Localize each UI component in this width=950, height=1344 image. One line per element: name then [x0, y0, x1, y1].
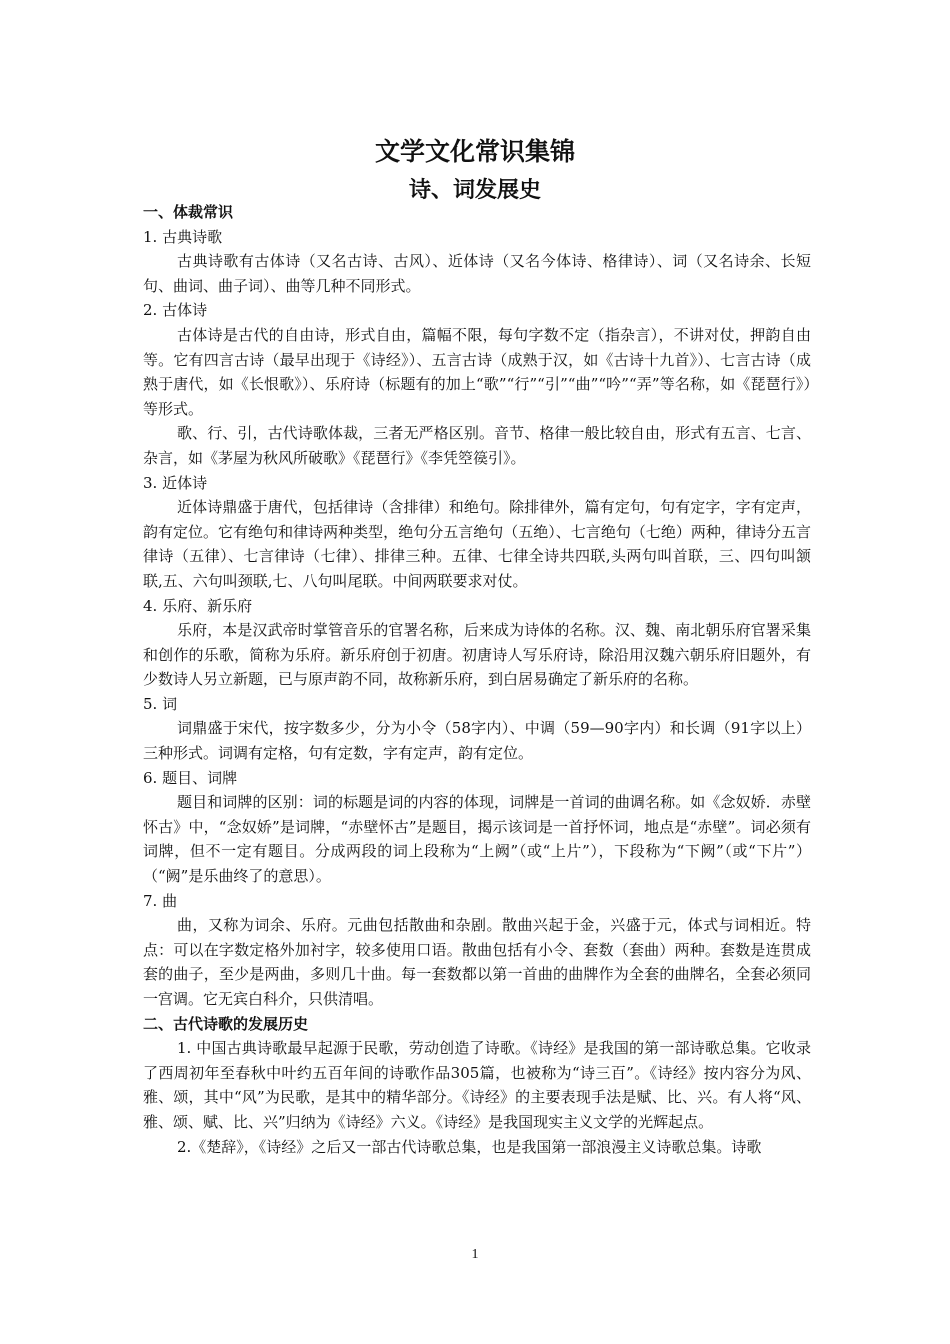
paragraph-modern-style: 近体诗鼎盛于唐代，包括律诗（含排律）和绝句。除排律外，篇有定句，句有定字，字有定声，韵有定位。它有绝句和律诗两种类型，绝句分五言绝句（五绝）、七言绝句（七绝）两种，律诗分五言律诗（五律）、七言律诗（七律）、排律三种。五律、七律全诗共四联,头两句叫首联，三、四句叫颔联,五、六句叫颈联,七、八句叫尾联。中间两联要求对仗。: [143, 498, 811, 590]
document-title: 文学文化常识集锦: [374, 137, 575, 166]
item-heading-title-cipai: 6. 题目、词牌: [143, 768, 238, 787]
paragraph-title-cipai: 题目和词牌的区别：词的标题是词的内容的体现，词牌是一首词的曲调名称。如《念奴娇．赤壁怀古》中，“念奴娇”是词牌，“赤壁怀古”是题目，揭示该词是一首抒怀词，地点是“赤壁”。词必须有词牌，但不一定有题目。分成两段的词上段称为“上阙”（或“上片”），下段称为“下阙”（或“下片”）（“阙”是乐曲终了的意思）。: [143, 793, 811, 886]
document-subtitle: 诗、词发展史: [408, 178, 541, 203]
page-number: 1: [471, 1247, 479, 1262]
item-heading-ancient-style: 2. 古体诗: [143, 301, 208, 320]
paragraph-classical-poetry: 古典诗歌有古体诗（又名古诗、古风）、近体诗（又名今体诗、格律诗）、词（又名诗余、长短句、曲词、曲子词）、曲等几种不同形式。: [143, 252, 811, 295]
item-heading-modern-style: 3. 近体诗: [143, 473, 208, 492]
item-heading-ci: 5. 词: [143, 694, 178, 713]
item-heading-yuefu: 4. 乐府、新乐府: [143, 596, 253, 615]
paragraph-yuefu: 乐府，本是汉武帝时掌管音乐的官署名称，后来成为诗体的名称。汉、魏、南北朝乐府官署采集和创作的乐歌，简称为乐府。新乐府创于初唐。初唐诗人写乐府诗，除沿用汉魏六朝乐府旧题外，有少数诗人另立新题，已与原声韵不同，故称新乐府，到白居易确定了新乐府的名称。: [143, 621, 811, 689]
item-heading-classical-poetry: 1. 古典诗歌: [143, 227, 223, 246]
paragraph-ge-xing-yin: 歌、行、引，古代诗歌体裁，三者无严格区别。音节、格律一般比较自由，形式有五言、七言、杂言，如《茅屋为秋风所破歌》《琵琶行》《李凭箜篌引》。: [143, 424, 811, 467]
paragraph-ci: 词鼎盛于宋代，按字数多少，分为小令（58字内）、中调（59—90字内）和长调（91字以上）三种形式。词调有定格，句有定数，字有定声，韵有定位。: [143, 719, 811, 763]
item-heading-qu: 7. 曲: [143, 891, 178, 910]
paragraph-chuci: 2.《楚辞》，《诗经》之后又一部古代诗歌总集，也是我国第一部浪漫主义诗歌总集。诗歌: [177, 1137, 762, 1156]
paragraph-ancient-style: 古体诗是古代的自由诗，形式自由，篇幅不限，每句字数不定（指杂言），不讲对仗，押韵自由等。它有四言古诗（最早出现于《诗经》）、五言古诗（成熟于汉，如《古诗十九首》）、七言古诗（成熟于唐代，如《长恨歌》）、乐府诗（标题有的加上“歌”“行”“引”“曲”“吟”“弄”等名称，如《琵琶行》）等形式。: [143, 325, 811, 418]
section-heading-history: 二、古代诗歌的发展历史: [143, 1014, 309, 1033]
document-body: [143, 200, 811, 1159]
paragraph-qu: 曲，又称为词余、乐府。元曲包括散曲和杂剧。散曲兴起于金，兴盛于元，体式与词相近。特点：可以在字数定格外加衬字，较多使用口语。散曲包括有小令、套数（套曲）两种。套数是连贯成套的曲子，至少是两曲，多则几十曲。每一套数都以第一首曲的曲牌作为全套的曲牌名，全套必须同一宫调。它无宾白科介，只供清唱。: [143, 916, 811, 1008]
paragraph-shijing: 1. 中国古典诗歌最早起源于民歌，劳动创造了诗歌。《诗经》是我国的第一部诗歌总集。它收录了西周初年至春秋中叶约五百年间的诗歌作品305篇，也被称为“诗三百”。《诗经》按内容分为风、雅、颂，其中“风”为民歌，是其中的精华部分。《诗经》的主要表现手法是赋、比、兴。有人将“风、雅、颂、赋、比、兴”归纳为《诗经》六义。《诗经》是我国现实主义文学的光辉起点。: [143, 1039, 811, 1131]
section-heading-genre: 一、体裁常识: [143, 203, 234, 221]
